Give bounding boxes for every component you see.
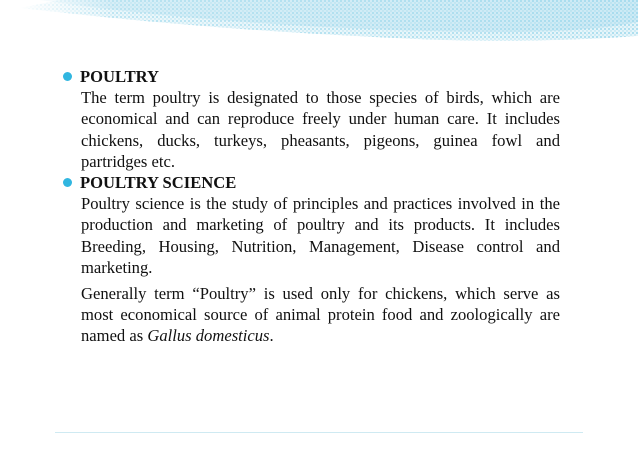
paragraph-end: .	[269, 326, 274, 346]
section-heading-poultry-science	[63, 172, 560, 193]
decorative-banner	[20, 0, 638, 60]
heading-text: POULTRY SCIENCE	[80, 173, 237, 193]
paragraph-text: Generally term “Poultry” is used only for chickens, which serve as most economical source of animal protein food and zoologically are named as	[81, 284, 560, 346]
footer-divider	[55, 432, 583, 433]
paragraph-poultry-usage	[81, 283, 560, 347]
section-heading-poultry	[63, 66, 560, 87]
bullet-icon	[63, 72, 72, 81]
paragraph-poultry-definition: The term poultry is designated to those species of birds, which are economical and can reproduce freely under human care. It includes chickens, ducks, turkeys, pheasants, pigeons, guinea fowl and partridges etc.	[81, 88, 560, 171]
scientific-name: Gallus domesticus	[147, 326, 270, 346]
paragraph-poultry-science-definition: Poultry science is the study of principles and practices involved in the production and marketing of poultry and its products. It includes Breeding, Housing, Nutrition, Management, Disease control and marketing.	[81, 194, 560, 277]
bullet-icon	[63, 178, 72, 187]
slide-content	[81, 66, 560, 347]
heading-text: POULTRY	[80, 67, 160, 86]
